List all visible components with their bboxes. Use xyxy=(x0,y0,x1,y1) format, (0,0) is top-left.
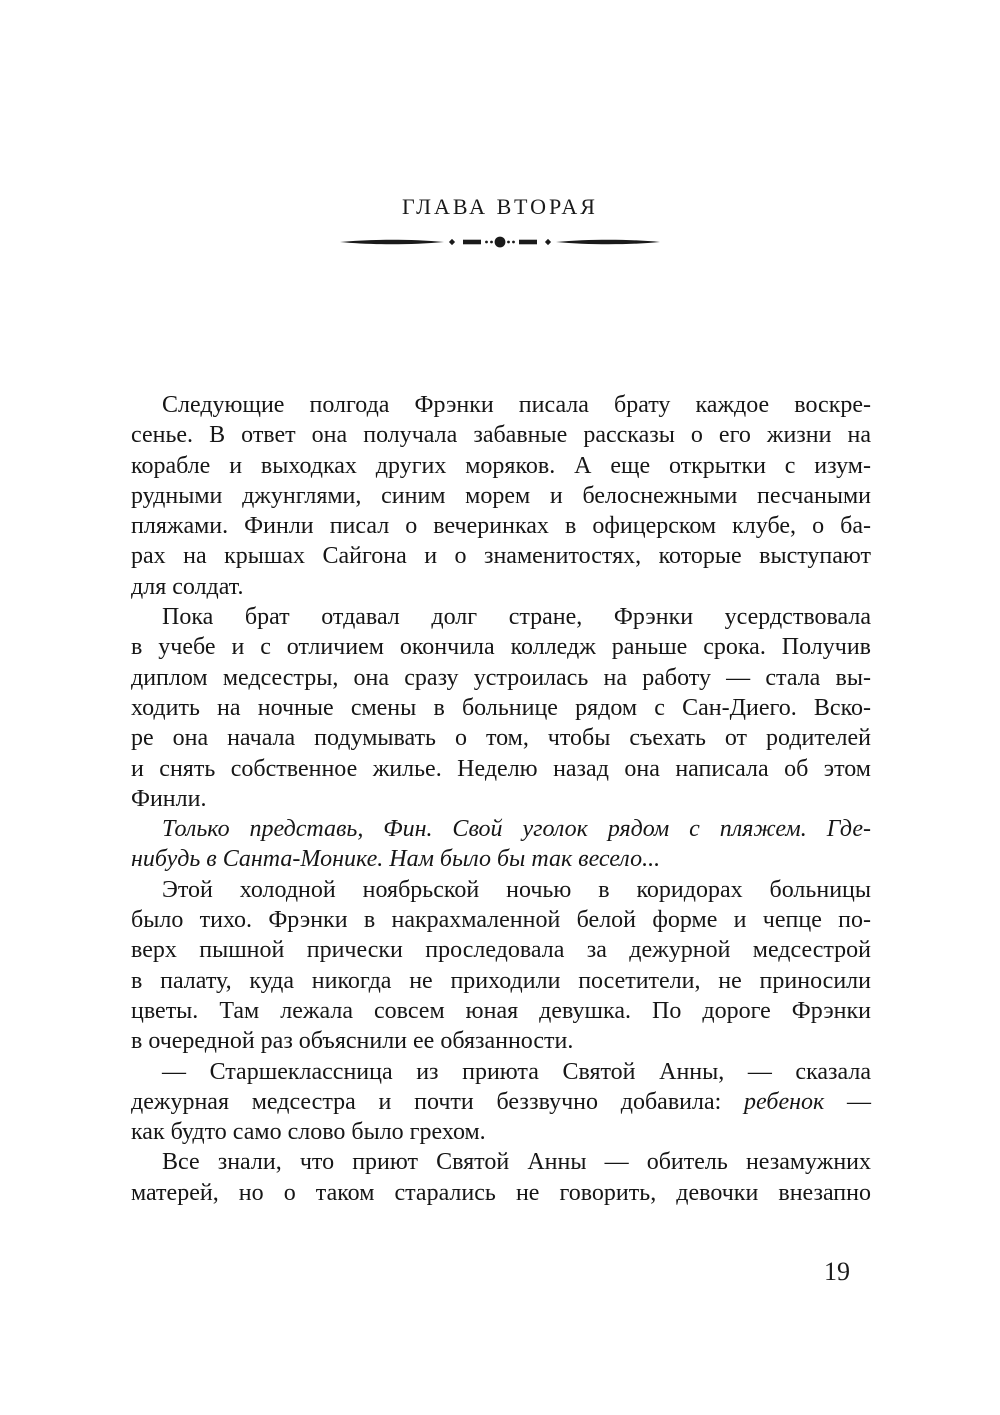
chapter-divider xyxy=(0,236,1000,254)
text-line xyxy=(131,572,871,602)
chapter-title: ГЛАВА ВТОРАЯ xyxy=(402,194,598,219)
text-run: дежурная медсестра и почти беззвучно добавила: xyxy=(131,1088,745,1115)
text-line xyxy=(131,784,871,814)
text-line xyxy=(131,875,871,905)
text-run: корабле и выходках других моряков. А еще открытки с изум- xyxy=(131,452,871,479)
paragraph xyxy=(131,1057,871,1148)
text-line xyxy=(131,814,871,844)
text-line xyxy=(131,1178,871,1208)
text-run: сенье. В ответ она получала забавные рассказы о его жизни на xyxy=(131,422,871,449)
text-line xyxy=(131,754,871,784)
text-run: в палату, куда никогда не приходили посетители, не приносили xyxy=(131,967,871,994)
text-run: для солдат. xyxy=(131,573,244,600)
paragraph xyxy=(131,875,871,1057)
text-run: — Старшеклассница из приюта Святой Анны, — сказала xyxy=(162,1058,871,1085)
paragraph xyxy=(131,390,871,602)
page-number: 19 xyxy=(824,1257,850,1286)
text-line xyxy=(131,451,871,481)
text-line xyxy=(131,602,871,632)
text-run: Финли. xyxy=(131,785,207,812)
text-line xyxy=(131,905,871,935)
text-run: пляжами. Финли писал о вечеринках в офицерском клубе, о ба- xyxy=(131,513,871,540)
text-line xyxy=(131,693,871,723)
text-line xyxy=(131,966,871,996)
text-run: матерей, но о таком старались не говорить, девочки внезапно xyxy=(131,1179,871,1206)
divider-ornament-icon xyxy=(340,236,660,248)
italic-text-run: ребенок xyxy=(744,1088,825,1115)
text-run: ходить на ночные смены в больнице рядом с Сан-Диего. Вско- xyxy=(131,694,871,721)
text-run: рудными джунглями, синим морем и белоснежными песчаными xyxy=(131,482,871,509)
text-line xyxy=(131,1117,871,1147)
text-run: цветы. Там лежала совсем юная девушка. По дороге Фрэнки xyxy=(131,997,871,1024)
text-line xyxy=(131,935,871,965)
paragraph xyxy=(131,1147,871,1208)
text-line xyxy=(131,632,871,662)
text-line xyxy=(131,420,871,450)
text-line xyxy=(131,1147,871,1177)
text-line xyxy=(131,844,871,874)
text-run: Пока брат отдавал долг стране, Фрэнки усердствовала xyxy=(162,604,871,631)
text-run: Все знали, что приют Святой Анны — обитель незамужних xyxy=(162,1149,871,1176)
text-run: в учебе и с отличием окончила колледж раньше срока. Получив xyxy=(131,634,871,661)
italic-text-run: нибудь в Санта-Монике. Нам было бы так весело... xyxy=(131,846,661,873)
text-run: ре она начала подумывать о том, чтобы съехать от родителей xyxy=(131,725,871,752)
text-line xyxy=(131,663,871,693)
text-run: верх пышной прически проследовала за дежурной медсестрой xyxy=(131,937,871,964)
text-line xyxy=(131,996,871,1026)
text-line xyxy=(131,511,871,541)
italic-text-run: Только представь, Фин. Свой уголок рядом с пляжем. Где- xyxy=(162,816,871,843)
text-run: было тихо. Фрэнки в накрахмаленной белой форме и чепце по- xyxy=(131,907,871,934)
text-line xyxy=(131,723,871,753)
text-line xyxy=(131,541,871,571)
paragraph xyxy=(131,814,871,875)
text-run: диплом медсестры, она сразу устроилась на работу — стала вы- xyxy=(131,664,871,691)
paragraph xyxy=(131,602,871,814)
text-block xyxy=(131,390,871,1208)
text-run: и снять собственное жилье. Неделю назад она написала об этом xyxy=(131,755,871,782)
text-line xyxy=(131,1026,871,1056)
text-run: как будто само слово было грехом. xyxy=(131,1119,486,1146)
text-line xyxy=(131,1087,871,1117)
text-run: в очередной раз объяснили ее обязанности. xyxy=(131,1028,574,1055)
text-run: Этой холодной ноябрьской ночью в коридорах больницы xyxy=(162,876,871,903)
text-line xyxy=(131,1057,871,1087)
text-run: рах на крышах Сайгона и о знаменитостях, которые выступают xyxy=(131,543,871,570)
text-line xyxy=(131,481,871,511)
text-run: Следующие полгода Фрэнки писала брату каждое воскре- xyxy=(162,392,871,418)
text-line xyxy=(131,390,871,420)
text-run: — xyxy=(824,1088,872,1115)
